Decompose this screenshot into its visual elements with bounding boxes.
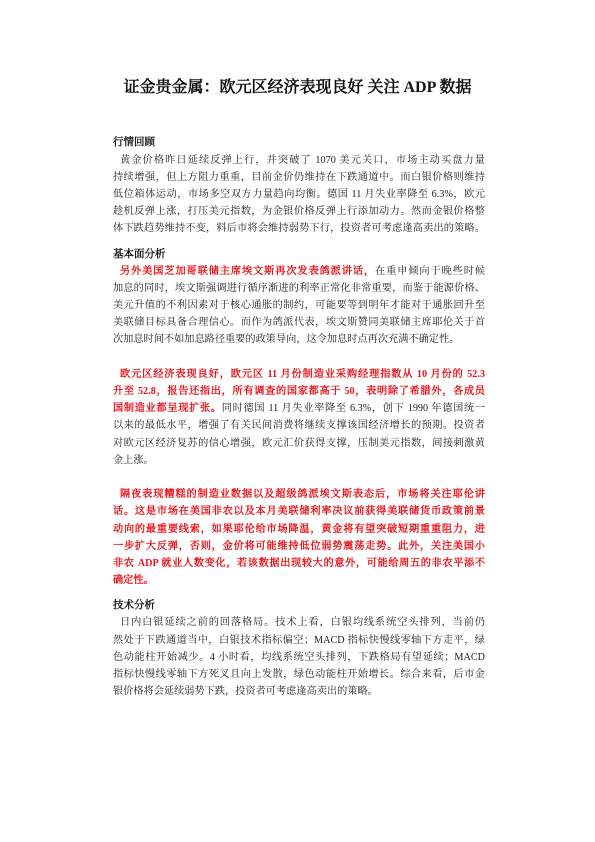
document-title: 证金贵金属：欧元区经济表现良好 关注 ADP 数据 [123, 79, 472, 96]
text-line [113, 486, 485, 503]
text-line [113, 521, 485, 538]
body-text: 次加息时间不如加息路径重要的政策导向，这令加息时点再次充满不确定性。 [113, 334, 460, 346]
body-text: 然处于下跌通道当中，白银技术指标偏空；MACD 指标快慢线零轴下方走平，绿 [113, 634, 485, 646]
text-line [113, 572, 485, 589]
highlighted-text: 话。这是市场在美国非农以及本月美联储利率决议前获得美联储货币政策前景 [113, 506, 485, 518]
document-body [113, 134, 485, 700]
text-line [113, 666, 485, 683]
text-line [113, 417, 485, 434]
text-line [113, 314, 485, 331]
body-text: 色动能柱开始减少。4 小时看，均线系统空头排列，下跌格局有望延续；MACD [113, 651, 485, 663]
text-line [113, 169, 485, 186]
text-line [113, 297, 485, 314]
text-line [113, 152, 485, 169]
paragraph [113, 366, 485, 469]
text-line [113, 555, 485, 572]
text-line [113, 614, 485, 631]
body-text: 趁机反弹上涨，打压美元指数，为金银价格反弹上行添加动力。然而金银价格整 [113, 206, 485, 218]
body-text: 以来的最低水平，增强了有关民间消费将继续支撑该国经济增长的预期。投资者 [113, 420, 485, 432]
text-line [113, 263, 485, 280]
paragraph [113, 263, 485, 349]
body-text: 对欧元区经济复苏的信心增强，欧元汇价获得支撑，压制美元指数，间接刺激黄 [113, 437, 485, 449]
highlighted-text: 国制造业都呈现扩张。 [113, 403, 222, 415]
section-market-review [113, 134, 485, 237]
text-line [113, 186, 485, 203]
highlighted-text: 另外美国芝加哥联储主席埃文斯再次发表鸽派讲话， [120, 265, 376, 277]
highlighted-text: 升至 52.8，报告还指出，所有调查的国家都高于 50，表明除了希腊外，各成员 [113, 386, 485, 398]
body-text: 在重申倾向于晚些时候 [375, 265, 486, 277]
text-line [113, 632, 485, 649]
paragraph [113, 614, 485, 700]
text-line [113, 538, 485, 555]
paragraph [113, 152, 485, 238]
body-text: 黄金价格昨日延续反弹上行，并突破了 1070 美元关口，市场主动买盘力量 [120, 154, 485, 166]
text-line [113, 683, 485, 700]
text-line [113, 503, 485, 520]
section-heading: 技术分析 [113, 600, 155, 612]
paragraph [113, 486, 485, 589]
body-text: 日内白银延续之前的回落格局。技术上看，白银均线系统空头排列，当前仍 [120, 617, 485, 629]
body-text: 金上涨。 [113, 454, 154, 466]
highlighted-text: 动向的最重要线索，如果耶伦给市场降温，黄金将有望突破短期重重阻力，进 [113, 523, 485, 535]
text-line [113, 203, 485, 220]
text-line [113, 435, 485, 452]
highlighted-text: 非农 ADP 就业人数变化，若该数据出现较大的意外，可能给周五的非农平添不 [113, 557, 485, 569]
section-heading: 行情回顾 [113, 137, 155, 149]
body-text: 银价格将会延续弱势下跌，投资者可考虑逢高卖出的策略。 [113, 686, 378, 698]
highlighted-text: 确定性。 [113, 575, 154, 587]
text-line [113, 383, 485, 400]
text-line [113, 400, 485, 417]
body-text: 美联储目标具备合理信心。而作为鸽派代表，埃文斯赞同美联储主席耶伦关于首 [113, 317, 485, 329]
text-line [113, 280, 485, 297]
text-line [113, 452, 485, 469]
highlighted-text: 欧元区经济表现良好，欧元区 11 月份制造业采购经理指数从 10 月份的 52.3 [120, 368, 485, 380]
text-line [113, 331, 485, 348]
highlighted-text: 隔夜表现糟糕的制造业数据以及超级鸽派埃文斯表态后，市场将关注耶伦讲 [120, 489, 485, 501]
body-text: 体下跌趋势维持不变，料后市将会维持弱势下行，投资者可考虑逢高卖出的策略。 [113, 223, 485, 235]
text-line [113, 220, 485, 237]
section-technical-analysis [113, 597, 485, 700]
body-text: 低位箱体运动，市场多空双方力量趋向均衡。德国 11 月失业率降至 6.3%，欧元 [113, 188, 485, 200]
section-heading: 基本面分析 [113, 248, 166, 260]
body-text: 指标快慢线零轴下方死叉且向上发散，绿色动能柱开始增长。综合来看，后市金 [113, 669, 485, 681]
text-line [113, 366, 485, 383]
body-text: 加息的同时，埃文斯强调进行循序渐进的利率正常化非常重要，而鉴于能源价格、 [113, 282, 485, 294]
highlighted-text: 一步扩大反弹，否则，金价将可能维持低位弱势震荡走势。此外，关注美国小 [113, 540, 485, 552]
body-text: 美元升值的不利因素对于核心通胀的制约，可能要等到明年才能对于通胀回升至 [113, 300, 485, 312]
section-fundamental-analysis [113, 246, 485, 590]
text-line [113, 649, 485, 666]
body-text: 持续增强，但上方阻力重重，目前金价仍维持在下跌通道中。而白银价格则维持 [113, 171, 485, 183]
body-text: 同时德国 11 月失业率降至 6.3%，创下 1990 年德国统一 [221, 403, 486, 415]
